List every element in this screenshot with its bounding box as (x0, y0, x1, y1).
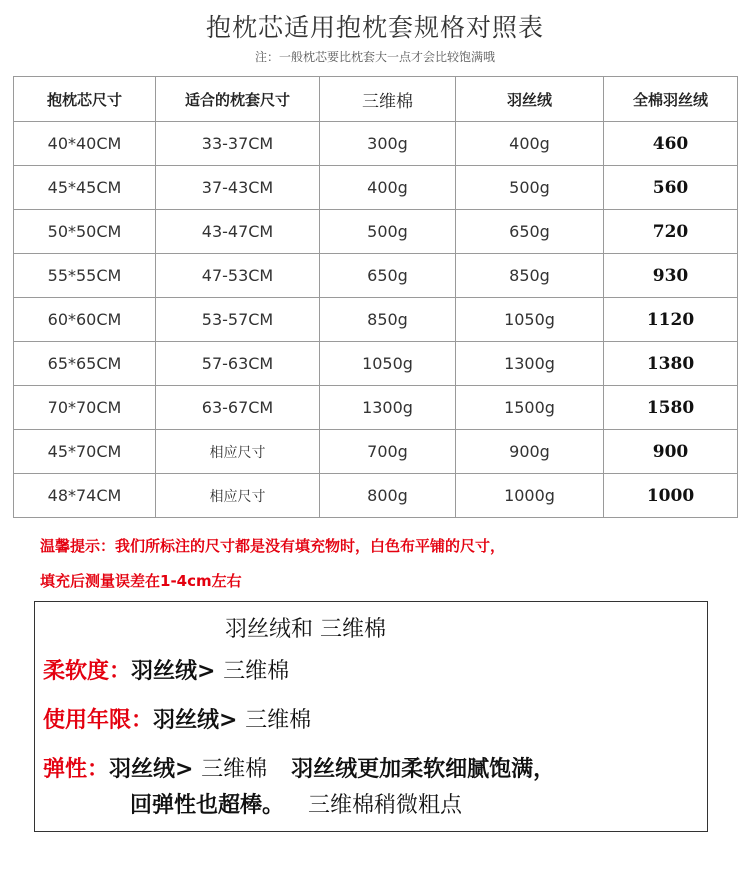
core-size-cell: 65*65CM (14, 342, 156, 386)
3d-cotton-cell: 850g (320, 298, 456, 342)
core-size-cell: 45*45CM (14, 166, 156, 210)
cotton-down-cell: 1000 (604, 474, 738, 518)
lifespan-label: 使用年限： (43, 708, 154, 733)
3d-cotton-cell: 700g (320, 430, 456, 474)
cotton-down-cell: 1120 (604, 298, 738, 342)
cotton-down-cell: 1580 (604, 386, 738, 430)
down-fiber-cell: 500g (456, 166, 604, 210)
core-size-cell: 40*40CM (14, 122, 156, 166)
table-row (14, 342, 738, 386)
cotton-down-cell: 930 (604, 254, 738, 298)
table-row (14, 430, 738, 474)
elasticity-line (43, 752, 555, 783)
elasticity-line2a: 回弹性也超棒。 (130, 793, 285, 818)
elasticity-label: 弹性： (43, 757, 110, 782)
down-fiber-cell: 1300g (456, 342, 604, 386)
elasticity-line-2 (130, 788, 462, 819)
down-fiber-cell: 850g (456, 254, 604, 298)
table-row (14, 474, 738, 518)
3d-cotton-cell: 800g (320, 474, 456, 518)
3d-cotton-cell: 400g (320, 166, 456, 210)
3d-cotton-cell: 1300g (320, 386, 456, 430)
down-fiber-cell: 1000g (456, 474, 604, 518)
core-size-cell: 48*74CM (14, 474, 156, 518)
tip-line-1: 温馨提示：我们所标注的尺寸都是没有填充物时，白色布平铺的尺寸， (40, 537, 506, 555)
lifespan-line (43, 703, 311, 734)
header-down-fiber: 羽丝绒 (456, 77, 604, 122)
core-size-cell: 70*70CM (14, 386, 156, 430)
down-fiber-cell: 400g (456, 122, 604, 166)
cover-size-cell: 33-37CM (156, 122, 320, 166)
table-header-row (14, 77, 738, 122)
cotton-down-cell: 460 (604, 122, 738, 166)
cotton-down-cell: 1380 (604, 342, 738, 386)
cover-size-cell: 相应尺寸 (156, 474, 320, 518)
page-title: 抱枕芯适用抱枕套规格对照表 (205, 13, 544, 42)
cotton-down-cell: 900 (604, 430, 738, 474)
softness-label: 柔软度： (43, 659, 132, 684)
cover-size-cell: 57-63CM (156, 342, 320, 386)
3d-cotton-cell: 300g (320, 122, 456, 166)
softness-line (43, 654, 289, 685)
cover-size-cell: 53-57CM (156, 298, 320, 342)
cover-size-cell: 47-53CM (156, 254, 320, 298)
cotton-down-cell: 720 (604, 210, 738, 254)
lifespan-value: 羽丝绒> (153, 708, 238, 733)
elasticity-desc: 羽丝绒更加柔软细腻饱满， (291, 757, 556, 782)
table-row (14, 210, 738, 254)
table-row (14, 122, 738, 166)
3d-cotton-cell: 1050g (320, 342, 456, 386)
cover-size-cell: 37-43CM (156, 166, 320, 210)
note-text: 注：一般枕芯要比枕套大一点才会比较饱满哦 (254, 50, 495, 64)
elasticity-line2b: 三维棉稍微粗点 (308, 793, 463, 818)
core-size-cell: 45*70CM (14, 430, 156, 474)
header-3d-cotton: 三维棉 (320, 77, 456, 122)
comparison-box (34, 601, 708, 832)
size-chart-table (13, 76, 738, 518)
softness-value: 羽丝绒> (131, 659, 216, 684)
cover-size-cell: 43-47CM (156, 210, 320, 254)
core-size-cell: 55*55CM (14, 254, 156, 298)
header-core-size: 抱枕芯尺寸 (14, 77, 156, 122)
table-row (14, 386, 738, 430)
3d-cotton-cell: 650g (320, 254, 456, 298)
tip-line-2: 填充后测量误差在1-4cm左右 (40, 572, 242, 590)
cotton-down-cell: 560 (604, 166, 738, 210)
lifespan-rest: 三维棉 (245, 708, 312, 733)
down-fiber-cell: 1050g (456, 298, 604, 342)
down-fiber-cell: 1500g (456, 386, 604, 430)
cover-size-cell: 63-67CM (156, 386, 320, 430)
comparison-title: 羽丝绒和 三维棉 (225, 617, 386, 642)
elasticity-mid: 三维棉 (201, 757, 268, 782)
down-fiber-cell: 650g (456, 210, 604, 254)
table-row (14, 254, 738, 298)
elasticity-value: 羽丝绒> (109, 757, 194, 782)
table-row (14, 298, 738, 342)
table-row (14, 166, 738, 210)
header-cotton-down: 全棉羽丝绒 (604, 77, 738, 122)
3d-cotton-cell: 500g (320, 210, 456, 254)
cover-size-cell: 相应尺寸 (156, 430, 320, 474)
header-cover-size: 适合的枕套尺寸 (156, 77, 320, 122)
core-size-cell: 50*50CM (14, 210, 156, 254)
softness-rest: 三维棉 (223, 659, 290, 684)
core-size-cell: 60*60CM (14, 298, 156, 342)
down-fiber-cell: 900g (456, 430, 604, 474)
